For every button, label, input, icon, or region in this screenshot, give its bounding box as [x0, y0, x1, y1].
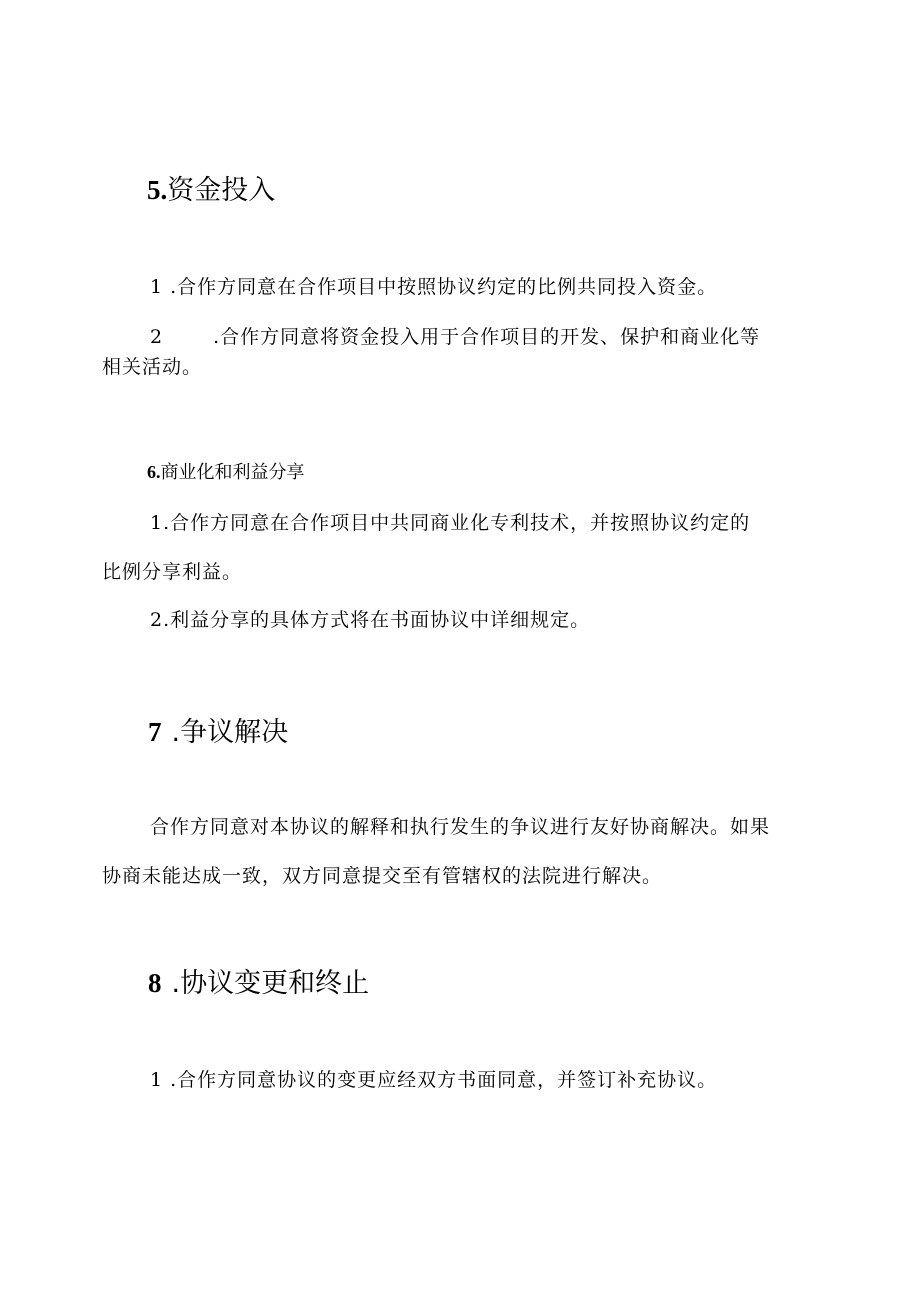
section-5-item-1	[150, 272, 717, 299]
section-6-heading	[147, 458, 305, 484]
section-6-item-1-line-1	[150, 508, 750, 535]
section-8-heading	[148, 961, 369, 1000]
section-title: .协议变更和终止	[171, 968, 370, 999]
paragraph-text-continued: 协商未能达成一致，双方同意提交至有管辖权的法院进行解决。	[102, 865, 663, 887]
item-label: 1.	[150, 512, 171, 534]
section-8-item-1	[150, 1065, 717, 1092]
item-text-continued: 相关活动。	[102, 356, 203, 378]
item-text: 合作方同意在合作项目中按照协议约定的比例共同投入资金。	[177, 276, 718, 298]
item-label: 1 .	[150, 1069, 178, 1091]
paragraph-text: 合作方同意对本协议的解释和执行发生的争议进行友好协商解决。如果	[150, 816, 771, 838]
item-text: 合作方同意在合作项目中共同商业化专利技术，并按照协议约定的	[170, 512, 751, 534]
item-label: 2.	[150, 609, 171, 631]
section-7-paragraph-line-1	[150, 812, 770, 839]
section-title: 商业化和利益分享	[160, 462, 305, 483]
section-5-item-2-line-2	[102, 352, 202, 379]
section-6-item-1-line-2	[102, 557, 242, 584]
item-text: .合作方同意将资金投入用于合作项目的开发、保护和商业化等	[213, 326, 761, 348]
item-label: 1 .	[150, 276, 178, 298]
section-7-paragraph-line-2	[102, 861, 662, 888]
section-5-item-2-line-1	[150, 322, 760, 349]
item-text: 合作方同意协议的变更应经双方书面同意，并签订补充协议。	[177, 1069, 718, 1091]
section-title: 资金投入	[167, 175, 276, 206]
section-number: 8	[148, 968, 162, 998]
section-6-item-2	[150, 605, 590, 632]
section-title: .争议解决	[171, 717, 289, 748]
section-7-heading	[148, 710, 288, 749]
item-text-continued: 比例分享利益。	[102, 561, 243, 583]
section-5-heading	[147, 168, 275, 207]
section-number: 6.	[147, 462, 161, 482]
section-number: 5.	[147, 175, 168, 205]
section-number: 7	[148, 717, 162, 747]
item-text: 利益分享的具体方式将在书面协议中详细规定。	[170, 609, 591, 631]
item-label: 2	[150, 326, 164, 348]
